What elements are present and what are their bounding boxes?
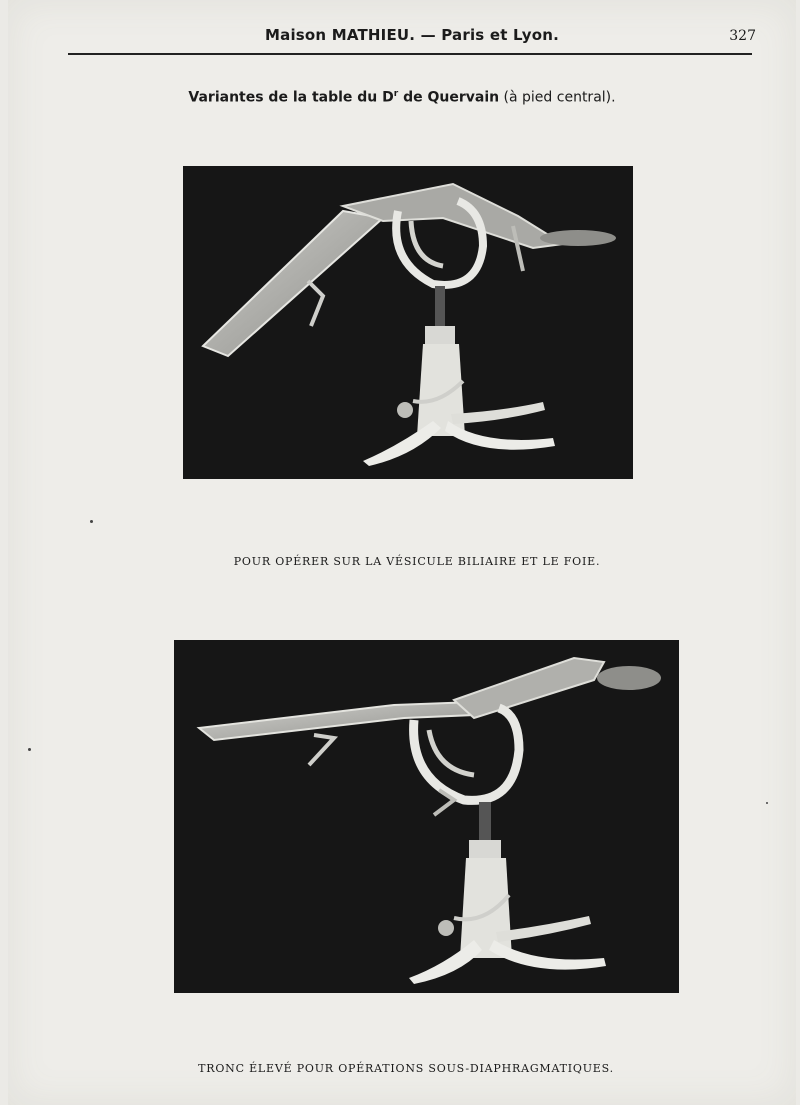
section-title-name: de Quervain [398, 89, 500, 106]
figure-2-photo [174, 640, 679, 993]
paper-speck [90, 520, 93, 523]
paper-speck [28, 748, 31, 751]
operating-table-illustration-2 [174, 640, 679, 993]
figure-1-caption: POUR OPÉRER SUR LA VÉSICULE BILIAIRE ET LE FOIE. [233, 555, 601, 568]
page-header [68, 22, 756, 52]
running-title: Maison MATHIEU. — Paris et Lyon. [265, 26, 559, 44]
section-title-superscript: r [393, 89, 399, 99]
page-number: 327 [729, 28, 756, 44]
header-rule [68, 53, 752, 55]
page [8, 0, 796, 1105]
section-title-note: (à pied central). [499, 89, 616, 106]
section-title [8, 89, 796, 106]
figure-2-caption: TRONC ÉLEVÉ POUR OPÉRATIONS SOUS-DIAPHRAGMATIQUES. [198, 1062, 614, 1075]
section-title-main: Variantes de la table du D [188, 89, 394, 106]
operating-table-illustration-1 [183, 166, 633, 479]
figure-1-photo [183, 166, 633, 479]
paper-speck [766, 802, 768, 804]
